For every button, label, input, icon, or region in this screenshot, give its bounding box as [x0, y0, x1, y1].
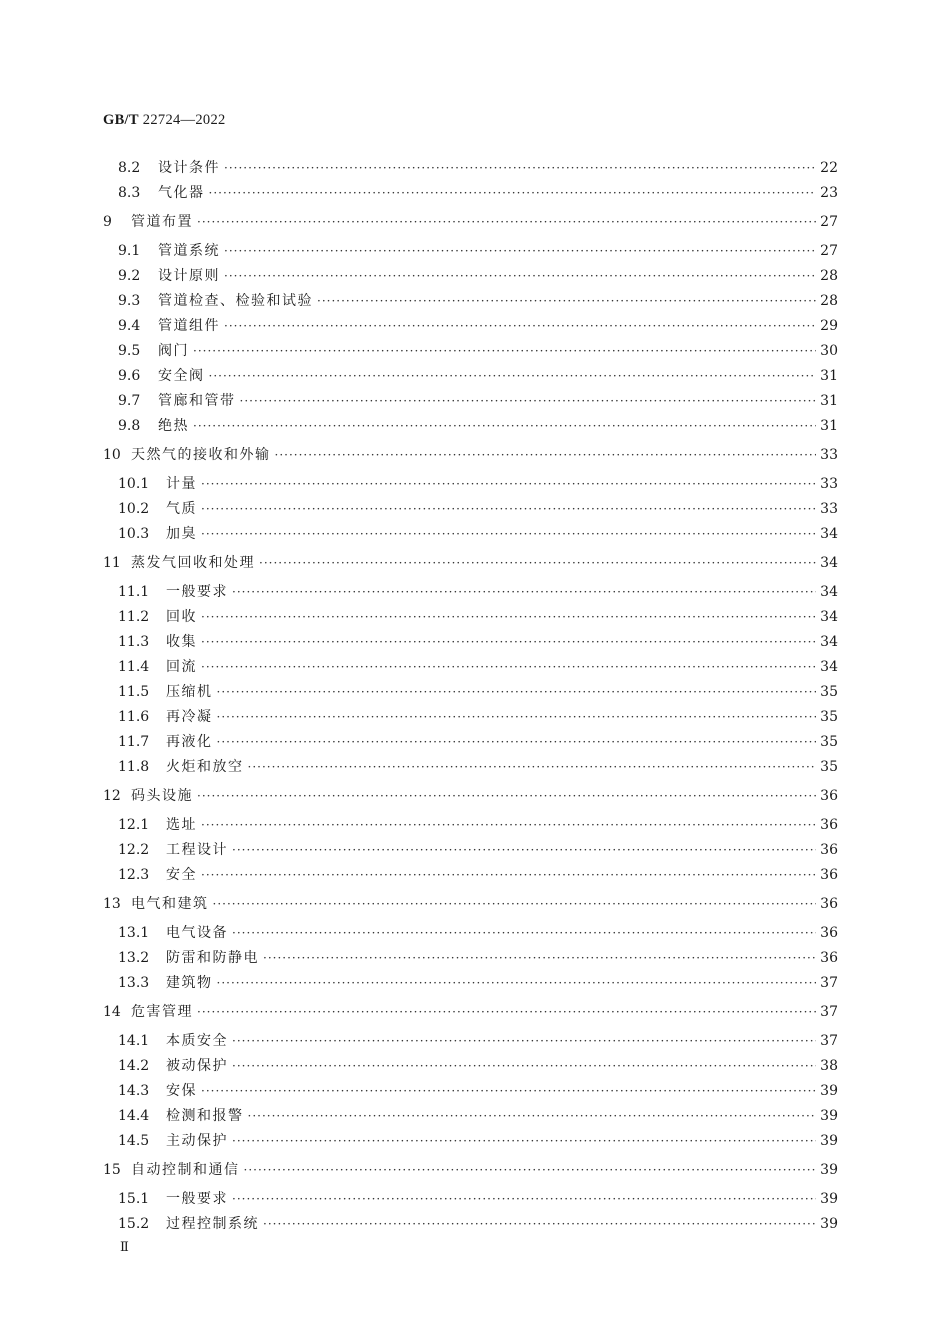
toc-entry-title: 天然气的接收和外输 — [131, 447, 271, 463]
toc-entry-title: 管廊和管带 — [158, 393, 236, 409]
toc-entry-number: 8.2 — [118, 160, 141, 176]
toc-dot-leader — [317, 294, 816, 308]
toc-section-entry[interactable] — [118, 265, 838, 285]
toc-entry-title: 过程控制系统 — [166, 1216, 259, 1232]
toc-section-entry[interactable] — [118, 365, 838, 385]
toc-entry-page: 37 — [820, 1004, 838, 1020]
toc-entry-title: 再液化 — [166, 734, 213, 750]
toc-entry-page: 39 — [820, 1191, 838, 1207]
toc-entry-title: 设计条件 — [158, 160, 220, 176]
toc-dot-leader — [201, 527, 816, 541]
toc-dot-leader — [224, 244, 816, 258]
toc-section-entry[interactable] — [118, 1213, 838, 1233]
toc-entry-number: 8.3 — [118, 185, 141, 201]
toc-entry-number: 12.1 — [118, 817, 150, 833]
toc-entry-page: 35 — [820, 684, 838, 700]
toc-entry-page: 34 — [820, 555, 838, 571]
toc-dot-leader — [209, 369, 817, 383]
toc-entry-number: 11.2 — [118, 609, 150, 625]
toc-dot-leader — [263, 951, 816, 965]
toc-chapter-entry[interactable] — [103, 211, 838, 231]
toc-section-entry[interactable] — [118, 157, 838, 177]
toc-entry-page: 39 — [820, 1083, 838, 1099]
toc-section-entry[interactable] — [118, 390, 838, 410]
toc-entry-page: 36 — [820, 950, 838, 966]
toc-entry-number: 13.1 — [118, 925, 150, 941]
toc-entry-title: 工程设计 — [166, 842, 228, 858]
toc-entry-title: 回流 — [166, 659, 197, 675]
toc-section-entry[interactable] — [118, 290, 838, 310]
toc-dot-leader — [240, 394, 817, 408]
toc-entry-number: 14.4 — [118, 1108, 150, 1124]
toc-entry-page: 37 — [820, 1033, 838, 1049]
toc-entry-number: 9.1 — [118, 243, 141, 259]
toc-entry-page: 35 — [820, 734, 838, 750]
toc-entry-page: 39 — [820, 1162, 838, 1178]
toc-entry-number: 11.1 — [118, 584, 150, 600]
toc-entry-number: 10.3 — [118, 526, 150, 542]
toc-entry-page: 36 — [820, 842, 838, 858]
toc-entry-number: 9.3 — [118, 293, 141, 309]
toc-entry-title: 设计原则 — [158, 268, 220, 284]
toc-entry-number: 10.1 — [118, 476, 150, 492]
toc-entry-page: 30 — [820, 343, 838, 359]
toc-entry-number: 15.1 — [118, 1191, 150, 1207]
toc-section-entry[interactable] — [118, 706, 838, 726]
toc-entry-number: 11.6 — [118, 709, 150, 725]
toc-dot-leader — [197, 215, 816, 229]
toc-entry-title: 管道布置 — [131, 214, 193, 230]
toc-entry-title: 电气设备 — [166, 925, 228, 941]
toc-entry-title: 压缩机 — [166, 684, 213, 700]
toc-entry-number: 9.5 — [118, 343, 141, 359]
toc-entry-title: 选址 — [166, 817, 197, 833]
toc-entry-number: 11 — [103, 555, 121, 571]
toc-entry-page: 34 — [820, 584, 838, 600]
toc-entry-title: 阀门 — [158, 343, 189, 359]
toc-section-entry[interactable] — [118, 340, 838, 360]
toc-entry-title: 绝热 — [158, 418, 189, 434]
toc-entry-title: 被动保护 — [166, 1058, 228, 1074]
toc-dot-leader — [232, 1059, 816, 1073]
toc-entry-number: 12.2 — [118, 842, 150, 858]
toc-entry-page: 35 — [820, 759, 838, 775]
toc-entry-page: 36 — [820, 867, 838, 883]
toc-dot-leader — [201, 610, 816, 624]
toc-dot-leader — [201, 818, 816, 832]
toc-section-entry[interactable] — [118, 581, 838, 601]
toc-entry-page: 22 — [820, 160, 838, 176]
toc-entry-page: 35 — [820, 709, 838, 725]
toc-section-entry[interactable] — [118, 1105, 838, 1125]
toc-dot-leader — [232, 926, 816, 940]
toc-dot-leader — [201, 868, 816, 882]
toc-section-entry[interactable] — [118, 498, 838, 518]
toc-entry-title: 收集 — [166, 634, 197, 650]
toc-entry-number: 12.3 — [118, 867, 150, 883]
toc-section-entry[interactable] — [118, 839, 838, 859]
toc-entry-title: 自动控制和通信 — [131, 1162, 240, 1178]
toc-entry-page: 33 — [820, 476, 838, 492]
toc-section-entry[interactable] — [118, 681, 838, 701]
toc-entry-page: 34 — [820, 609, 838, 625]
toc-entry-number: 10.2 — [118, 501, 150, 517]
toc-dot-leader — [213, 897, 817, 911]
toc-section-entry[interactable] — [118, 523, 838, 543]
toc-section-entry[interactable] — [118, 731, 838, 751]
toc-section-entry[interactable] — [118, 1055, 838, 1075]
toc-section-entry[interactable] — [118, 1188, 838, 1208]
toc-entry-page: 28 — [820, 268, 838, 284]
toc-entry-title: 一般要求 — [166, 584, 228, 600]
toc-entry-number: 9.2 — [118, 268, 141, 284]
toc-entry-page: 27 — [820, 214, 838, 230]
page-number: Ⅱ — [120, 1240, 128, 1255]
toc-entry-title: 一般要求 — [166, 1191, 228, 1207]
toc-entry-page: 31 — [820, 393, 838, 409]
toc-dot-leader — [217, 735, 817, 749]
toc-entry-title: 电气和建筑 — [131, 896, 209, 912]
toc-dot-leader — [217, 710, 817, 724]
toc-entry-number: 9.6 — [118, 368, 141, 384]
toc-entry-page: 31 — [820, 368, 838, 384]
toc-entry-title: 蒸发气回收和处理 — [131, 555, 255, 571]
toc-dot-leader — [217, 685, 817, 699]
toc-entry-title: 安保 — [166, 1083, 197, 1099]
toc-dot-leader — [224, 161, 816, 175]
toc-entry-page: 36 — [820, 925, 838, 941]
toc-entry-page: 31 — [820, 418, 838, 434]
toc-entry-page: 33 — [820, 447, 838, 463]
toc-entry-title: 安全阀 — [158, 368, 205, 384]
toc-section-entry[interactable] — [118, 756, 838, 776]
toc-entry-title: 计量 — [166, 476, 197, 492]
toc-dot-leader — [232, 1134, 816, 1148]
toc-dot-leader — [193, 344, 816, 358]
toc-chapter-entry[interactable] — [103, 1001, 838, 1021]
toc-chapter-entry[interactable] — [103, 444, 838, 464]
toc-section-entry[interactable] — [118, 473, 838, 493]
toc-entry-title: 管道系统 — [158, 243, 220, 259]
toc-entry-title: 火炬和放空 — [166, 759, 244, 775]
toc-section-entry[interactable] — [118, 415, 838, 435]
toc-entry-number: 9.7 — [118, 393, 141, 409]
toc-section-entry[interactable] — [118, 972, 838, 992]
toc-section-entry[interactable] — [118, 814, 838, 834]
toc-dot-leader — [248, 760, 817, 774]
toc-entry-number: 11.3 — [118, 634, 150, 650]
toc-entry-number: 15 — [103, 1162, 121, 1178]
standard-code: GB/T — [103, 112, 139, 128]
toc-section-entry[interactable] — [118, 947, 838, 967]
toc-entry-page: 34 — [820, 526, 838, 542]
toc-section-entry[interactable] — [118, 631, 838, 651]
toc-dot-leader — [248, 1109, 817, 1123]
toc-entry-title: 再冷凝 — [166, 709, 213, 725]
toc-entry-number: 9 — [103, 214, 112, 230]
toc-entry-page: 39 — [820, 1133, 838, 1149]
toc-chapter-entry[interactable] — [103, 552, 838, 572]
toc-section-entry[interactable] — [118, 1130, 838, 1150]
toc-entry-number: 11.7 — [118, 734, 150, 750]
toc-section-entry[interactable] — [118, 315, 838, 335]
toc-section-entry[interactable] — [118, 1030, 838, 1050]
toc-entry-page: 27 — [820, 243, 838, 259]
toc-dot-leader — [201, 477, 816, 491]
toc-dot-leader — [259, 556, 816, 570]
toc-dot-leader — [263, 1217, 816, 1231]
toc-entry-title: 本质安全 — [166, 1033, 228, 1049]
toc-entry-title: 建筑物 — [166, 975, 213, 991]
toc-dot-leader — [232, 1034, 816, 1048]
toc-section-entry[interactable] — [118, 922, 838, 942]
toc-dot-leader — [232, 843, 816, 857]
toc-entry-title: 安全 — [166, 867, 197, 883]
toc-entry-number: 9.4 — [118, 318, 141, 334]
toc-entry-number: 11.4 — [118, 659, 150, 675]
toc-entry-number: 14.5 — [118, 1133, 150, 1149]
toc-entry-page: 39 — [820, 1216, 838, 1232]
standard-number: 22724—2022 — [142, 112, 226, 128]
toc-entry-page: 28 — [820, 293, 838, 309]
toc-section-entry[interactable] — [118, 656, 838, 676]
toc-section-entry[interactable] — [118, 1080, 838, 1100]
toc-dot-leader — [232, 585, 816, 599]
toc-dot-leader — [197, 1005, 816, 1019]
toc-entry-title: 回收 — [166, 609, 197, 625]
toc-entry-page: 37 — [820, 975, 838, 991]
toc-chapter-entry[interactable] — [103, 785, 838, 805]
toc-entry-page: 36 — [820, 896, 838, 912]
toc-dot-leader — [224, 319, 816, 333]
toc-dot-leader — [201, 660, 816, 674]
toc-entry-title: 防雷和防静电 — [166, 950, 259, 966]
toc-dot-leader — [275, 448, 817, 462]
toc-entry-number: 14.2 — [118, 1058, 150, 1074]
toc-entry-title: 加臭 — [166, 526, 197, 542]
toc-entry-number: 11.5 — [118, 684, 150, 700]
toc-chapter-entry[interactable] — [103, 1159, 838, 1179]
toc-entry-number: 9.8 — [118, 418, 141, 434]
toc-entry-number: 11.8 — [118, 759, 150, 775]
toc-section-entry[interactable] — [118, 606, 838, 626]
toc-section-entry[interactable] — [118, 240, 838, 260]
toc-entry-number: 10 — [103, 447, 121, 463]
toc-entry-number: 14 — [103, 1004, 121, 1020]
toc-entry-title: 管道组件 — [158, 318, 220, 334]
toc-entry-number: 12 — [103, 788, 121, 804]
toc-dot-leader — [201, 502, 816, 516]
toc-entry-page: 23 — [820, 185, 838, 201]
toc-entry-page: 33 — [820, 501, 838, 517]
toc-chapter-entry[interactable] — [103, 893, 838, 913]
toc-entry-page: 38 — [820, 1058, 838, 1074]
toc-section-entry[interactable] — [118, 182, 838, 202]
toc-entry-title: 主动保护 — [166, 1133, 228, 1149]
toc-entry-title: 管道检查、检验和试验 — [158, 293, 313, 309]
toc-entry-page: 34 — [820, 634, 838, 650]
toc-section-entry[interactable] — [118, 864, 838, 884]
toc-dot-leader — [217, 976, 817, 990]
toc-entry-title: 气质 — [166, 501, 197, 517]
toc-entry-page: 29 — [820, 318, 838, 334]
toc-dot-leader — [232, 1192, 816, 1206]
toc-entry-number: 13 — [103, 896, 121, 912]
toc-entry-page: 39 — [820, 1108, 838, 1124]
toc-entry-number: 15.2 — [118, 1216, 150, 1232]
toc-entry-page: 36 — [820, 788, 838, 804]
toc-entry-number: 14.1 — [118, 1033, 150, 1049]
toc-dot-leader — [201, 635, 816, 649]
toc-entry-page: 36 — [820, 817, 838, 833]
toc-entry-title: 气化器 — [158, 185, 205, 201]
toc-dot-leader — [201, 1084, 816, 1098]
toc-entry-title: 检测和报警 — [166, 1108, 244, 1124]
toc-dot-leader — [193, 419, 816, 433]
toc-dot-leader — [209, 186, 817, 200]
toc-entry-number: 14.3 — [118, 1083, 150, 1099]
toc-dot-leader — [244, 1163, 817, 1177]
toc-dot-leader — [224, 269, 816, 283]
toc-entry-title: 码头设施 — [131, 788, 193, 804]
toc-entry-page: 34 — [820, 659, 838, 675]
toc-dot-leader — [197, 789, 816, 803]
toc-entry-number: 13.3 — [118, 975, 150, 991]
toc-entry-number: 13.2 — [118, 950, 150, 966]
toc-entry-title: 危害管理 — [131, 1004, 193, 1020]
